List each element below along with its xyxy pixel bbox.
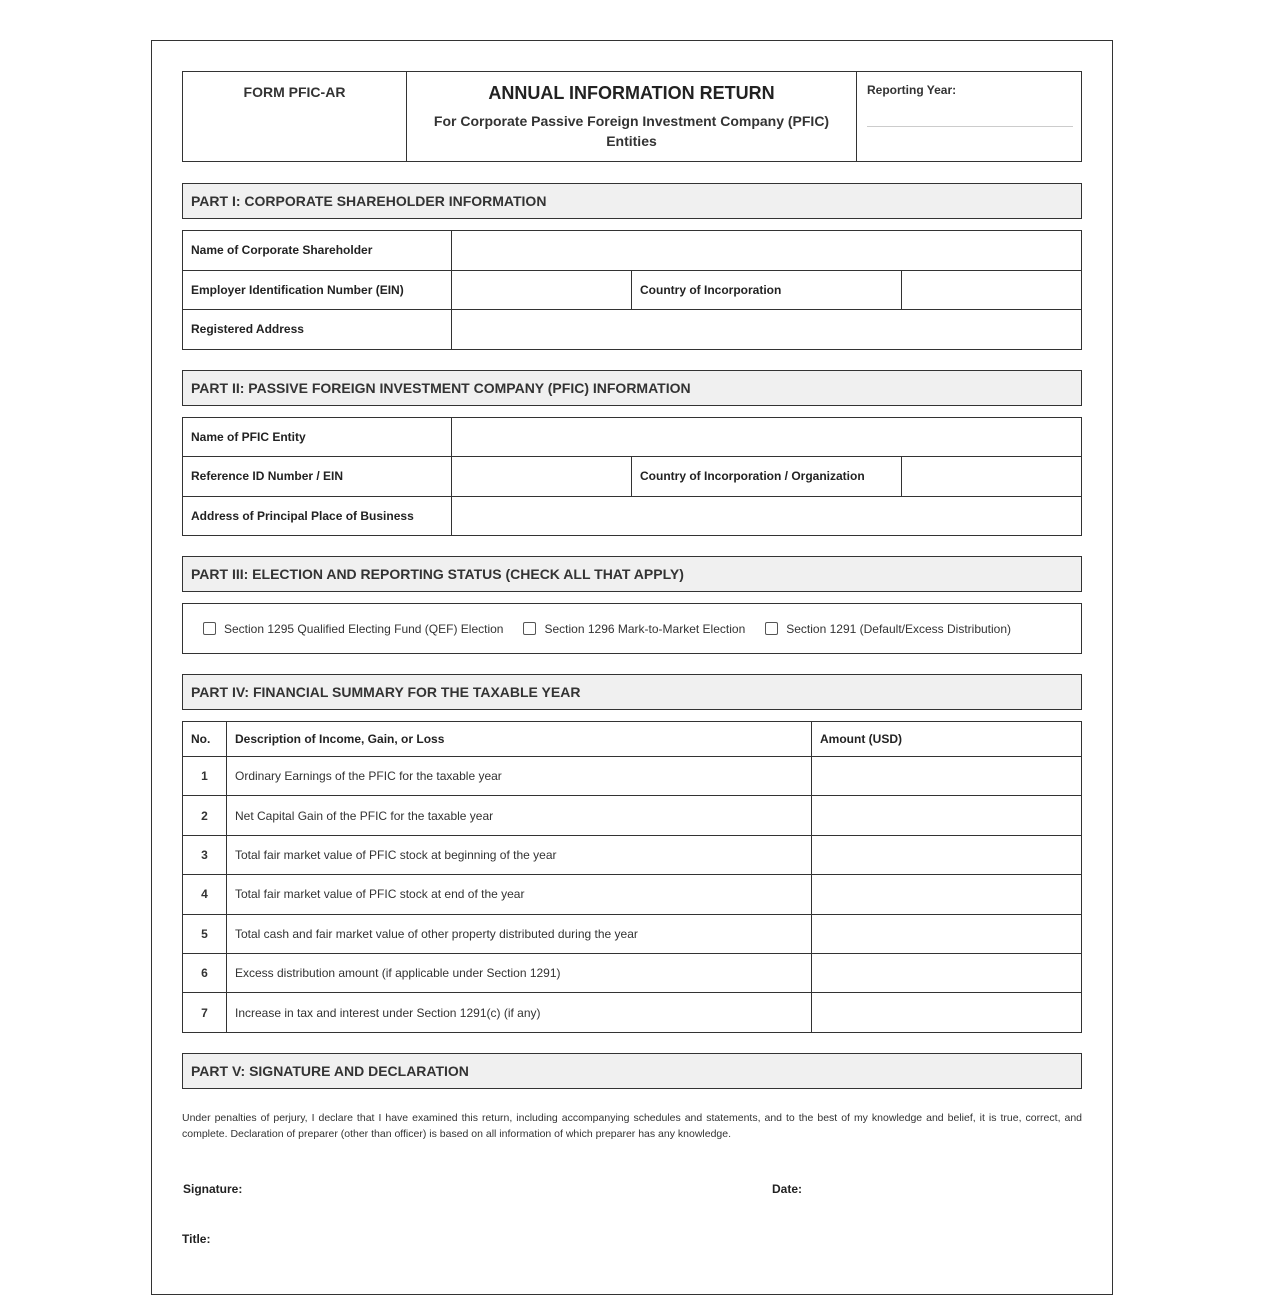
- qef-election-option[interactable]: [203, 622, 503, 636]
- shareholder-ein-field[interactable]: [452, 271, 632, 310]
- row-no: 6: [183, 953, 227, 992]
- shareholder-address-field[interactable]: [452, 310, 1081, 349]
- table-row: [183, 796, 1082, 835]
- table-row: [183, 914, 1082, 953]
- row-description: Net Capital Gain of the PFIC for the taxable year: [227, 796, 812, 835]
- row-no: 5: [183, 914, 227, 953]
- row-description: Total fair market value of PFIC stock at beginning of the year: [227, 835, 812, 874]
- shareholder-ein-label: Employer Identification Number (EIN): [183, 271, 452, 310]
- part2-header: PART II: PASSIVE FOREIGN INVESTMENT COMPANY (PFIC) INFORMATION: [182, 370, 1082, 406]
- declaration-text: Under penalties of perjury, I declare that I have examined this return, including accompanying schedules and statements, and to the best of my knowledge and belief, it is true, correct, and complete. Declaration of preparer (other than officer) is based on all information of which preparer has any knowledge.: [182, 1111, 1082, 1140]
- part5-header: PART V: SIGNATURE AND DECLARATION: [182, 1053, 1082, 1089]
- date-label: Date:: [772, 1182, 803, 1196]
- shareholder-country-label: Country of Incorporation: [632, 271, 902, 310]
- row-description: Excess distribution amount (if applicable under Section 1291): [227, 953, 812, 992]
- default-election-checkbox[interactable]: [765, 622, 778, 635]
- part4-header: PART IV: FINANCIAL SUMMARY FOR THE TAXABLE YEAR: [182, 674, 1082, 710]
- mtm-election-label: Section 1296 Mark-to-Market Election: [544, 621, 746, 636]
- qef-election-label: Section 1295 Qualified Electing Fund (QEF) Election: [224, 621, 504, 636]
- row-no: 4: [183, 875, 227, 914]
- row-no: 3: [183, 835, 227, 874]
- row-amount-field[interactable]: [812, 875, 1082, 914]
- form-page: [151, 40, 1113, 1295]
- reporting-year-cell: [857, 72, 1081, 161]
- table-row: [183, 953, 1082, 992]
- col-description: Description of Income, Gain, or Loss: [227, 722, 812, 757]
- signature-label: Signature:: [183, 1182, 243, 1196]
- financial-table: [182, 721, 1082, 1033]
- title-label: Title:: [182, 1232, 211, 1246]
- row-description: Total fair market value of PFIC stock at end of the year: [227, 875, 812, 914]
- pfic-address-label: Address of Principal Place of Business: [183, 497, 452, 536]
- table-row: [183, 835, 1082, 874]
- part1-grid: [182, 230, 1082, 350]
- row-amount-field[interactable]: [812, 914, 1082, 953]
- shareholder-country-field[interactable]: [902, 271, 1081, 310]
- row-description: Ordinary Earnings of the PFIC for the taxable year: [227, 757, 812, 796]
- pfic-country-label: Country of Incorporation / Organization: [632, 457, 902, 496]
- table-row: [183, 993, 1082, 1032]
- table-row: [183, 757, 1082, 796]
- mtm-election-checkbox[interactable]: [523, 622, 536, 635]
- form-title-block: [407, 72, 857, 161]
- row-description: Total cash and fair market value of other property distributed during the year: [227, 914, 812, 953]
- shareholder-name-label: Name of Corporate Shareholder: [183, 231, 452, 270]
- pfic-name-label: Name of PFIC Entity: [183, 418, 452, 457]
- pfic-ref-label: Reference ID Number / EIN: [183, 457, 452, 496]
- form-title: ANNUAL INFORMATION RETURN: [488, 83, 775, 103]
- row-amount-field[interactable]: [812, 757, 1082, 796]
- row-amount-field[interactable]: [812, 835, 1082, 874]
- part1-header: PART I: CORPORATE SHAREHOLDER INFORMATION: [182, 183, 1082, 219]
- reporting-year-label: Reporting Year:: [867, 83, 957, 97]
- shareholder-address-label: Registered Address: [183, 310, 452, 349]
- pfic-ref-field[interactable]: [452, 457, 632, 496]
- mtm-election-option[interactable]: [523, 622, 745, 636]
- col-no: No.: [183, 722, 227, 757]
- row-no: 7: [183, 993, 227, 1032]
- default-election-option[interactable]: [765, 622, 1011, 636]
- table-row: [183, 875, 1082, 914]
- form-header: [182, 71, 1082, 162]
- election-checkboxes: [182, 603, 1082, 654]
- col-amount: Amount (USD): [812, 722, 1082, 757]
- row-amount-field[interactable]: [812, 953, 1082, 992]
- row-no: 1: [183, 757, 227, 796]
- pfic-address-field[interactable]: [452, 497, 1081, 536]
- form-subtitle: For Corporate Passive Foreign Investment Company (PFIC) Entities: [433, 113, 830, 149]
- row-no: 2: [183, 796, 227, 835]
- pfic-name-field[interactable]: [452, 418, 1081, 457]
- qef-election-checkbox[interactable]: [203, 622, 216, 635]
- row-amount-field[interactable]: [812, 796, 1082, 835]
- pfic-country-field[interactable]: [902, 457, 1081, 496]
- reporting-year-field[interactable]: [867, 117, 1073, 127]
- default-election-label: Section 1291 (Default/Excess Distribution): [786, 621, 1012, 636]
- row-description: Increase in tax and interest under Section 1291(c) (if any): [227, 993, 812, 1032]
- row-amount-field[interactable]: [812, 993, 1082, 1032]
- part3-header: PART III: ELECTION AND REPORTING STATUS (CHECK ALL THAT APPLY): [182, 556, 1082, 592]
- form-id: FORM PFIC-AR: [183, 72, 407, 161]
- shareholder-name-field[interactable]: [452, 231, 1081, 270]
- part2-grid: [182, 417, 1082, 537]
